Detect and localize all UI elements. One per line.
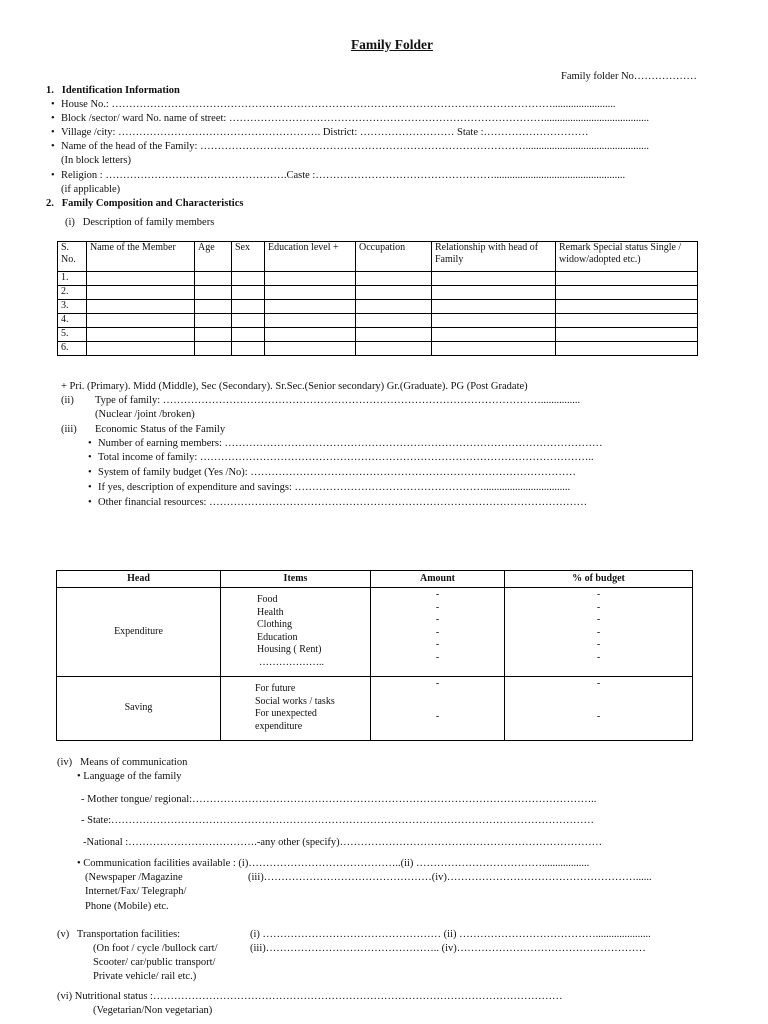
language-of-family-label: • Language of the family bbox=[77, 771, 182, 782]
description-of-members-label: (i) Description of family members bbox=[65, 217, 215, 228]
education-cell[interactable] bbox=[265, 314, 356, 328]
house-no-line: • House No.: ………………………………………………………………………………………………………………........................ bbox=[61, 98, 615, 111]
education-cell[interactable] bbox=[265, 286, 356, 300]
family-members-table bbox=[57, 241, 698, 356]
item-ii-number: (ii) bbox=[61, 395, 74, 406]
head-of-family-line: • Name of the head of the Family: …………………………………………………………………………………............................................... bbox=[61, 140, 649, 153]
amount-dash: - bbox=[435, 678, 440, 689]
list-item: Health bbox=[257, 606, 284, 618]
list-item: For future bbox=[255, 683, 296, 694]
percent-dash: - bbox=[596, 614, 601, 625]
table-row bbox=[58, 300, 698, 314]
section-1-heading: 1. Identification Information bbox=[46, 85, 180, 96]
total-income-line: • Total income of family: ………………………………………………………………………………………………….. bbox=[98, 451, 594, 464]
header-sno: S. No. bbox=[58, 242, 87, 272]
member-name-cell[interactable] bbox=[87, 342, 195, 356]
list-item: expenditure bbox=[255, 720, 303, 732]
budget-header-row bbox=[57, 571, 693, 588]
nutritional-status-note: (Vegetarian/Non vegetarian) bbox=[93, 1005, 213, 1016]
budget-table bbox=[56, 570, 693, 741]
header-percent-budget: % of budget bbox=[505, 571, 693, 588]
transportation-note-2: Scooter/ car/public transport/ bbox=[93, 957, 216, 968]
communication-note-1: (Newspaper /Magazine bbox=[85, 872, 183, 883]
family-folder-number: Family folder No……………… bbox=[561, 71, 697, 82]
mother-tongue-line: - Mother tongue/ regional:…………………………………………………………………………………………………….. bbox=[81, 794, 597, 805]
education-abbreviation-note: + Pri. (Primary). Midd (Middle), Sec (Secondary). Sr.Sec.(Senior secondary) Gr.(Graduate). PG (Post Gradate) bbox=[61, 381, 528, 392]
table-row bbox=[58, 314, 698, 328]
education-cell[interactable] bbox=[265, 300, 356, 314]
percent-dash: - bbox=[596, 626, 601, 638]
relationship-cell[interactable] bbox=[432, 300, 556, 314]
list-item: Clothing bbox=[257, 619, 293, 630]
religion-caste-line: • Religion : …………………………………………….Caste :…………………………………………….................................................. bbox=[61, 169, 625, 182]
financial-resources-line: • Other financial resources: ……………………………………………………………………………………………… bbox=[98, 496, 587, 509]
expenditure-amounts[interactable] bbox=[371, 588, 505, 677]
row-number: 1. bbox=[58, 272, 87, 286]
occupation-cell[interactable] bbox=[356, 342, 432, 356]
saving-row bbox=[57, 677, 693, 741]
transportation-line-2: (iii)………………………………………….. (iv)……………………………………………… bbox=[250, 943, 646, 954]
family-budget-line: • System of family budget (Yes /No): ………………………………………………………………………………… bbox=[98, 466, 576, 479]
occupation-cell[interactable] bbox=[356, 300, 432, 314]
amount-dash: - bbox=[435, 614, 440, 625]
member-name-cell[interactable] bbox=[87, 300, 195, 314]
list-item: Education bbox=[257, 631, 298, 643]
occupation-cell[interactable] bbox=[356, 272, 432, 286]
list-item: Housing ( Rent) bbox=[257, 644, 322, 655]
amount-dash: - bbox=[435, 589, 440, 600]
list-item: ……………….. bbox=[259, 656, 324, 668]
communication-facilities-line-2: (iii)…………………………………………(iv)………………………………………………...... bbox=[248, 872, 652, 883]
section-2-heading: 2. Family Composition and Characteristics bbox=[46, 198, 244, 209]
communication-facilities-line: • Communication facilities available : (i)……………………………………..(ii) ……………………………….................. bbox=[77, 858, 590, 869]
table-header-row bbox=[58, 242, 698, 272]
type-of-family-line: Type of family: ………………………………………………………………………………………………............... bbox=[95, 395, 581, 406]
block-street-line: • Block /sector/ ward No. name of street: ………………………………………………………………………………........................................ bbox=[61, 112, 649, 125]
header-items: Items bbox=[221, 571, 371, 588]
expenditure-items bbox=[221, 588, 371, 677]
header-head: Head bbox=[57, 571, 221, 588]
header-amount: Amount bbox=[371, 571, 505, 588]
relationship-cell[interactable] bbox=[432, 328, 556, 342]
header-relationship: Relationship with head of Family bbox=[432, 242, 556, 272]
occupation-cell[interactable] bbox=[356, 328, 432, 342]
list-item: Food bbox=[257, 594, 278, 605]
education-cell[interactable] bbox=[265, 342, 356, 356]
age-cell[interactable] bbox=[195, 300, 232, 314]
table-row bbox=[58, 328, 698, 342]
transportation-note-3: Private vehicle/ rail etc.) bbox=[93, 971, 197, 982]
remark-cell[interactable] bbox=[556, 300, 698, 314]
percent-dash: - bbox=[596, 678, 601, 689]
age-cell[interactable] bbox=[195, 342, 232, 356]
member-name-cell[interactable] bbox=[87, 272, 195, 286]
village-district-line: • Village /city: …………………………………………………. District: ……………………… State :………………………… bbox=[61, 126, 589, 139]
expenditure-head: Expenditure bbox=[57, 588, 221, 677]
page-title: Family Folder bbox=[350, 37, 434, 52]
nutritional-status-line: (vi) Nutritional status :……………………………………………………………………………………………………… bbox=[57, 991, 563, 1002]
remark-cell[interactable] bbox=[556, 328, 698, 342]
transportation-label: (v) Transportation facilities: bbox=[57, 929, 181, 940]
remark-cell[interactable] bbox=[556, 286, 698, 300]
sex-cell[interactable] bbox=[232, 272, 265, 286]
amount-dash: - bbox=[435, 639, 440, 650]
item-iii-number: (iii) bbox=[61, 424, 77, 435]
expenditure-description-line: • If yes, description of expenditure and savings: ………………………………………………................................. bbox=[98, 481, 570, 494]
percent-dash: - bbox=[596, 651, 601, 663]
communication-note-3: Phone (Mobile) etc. bbox=[85, 901, 169, 912]
age-cell[interactable] bbox=[195, 314, 232, 328]
education-cell[interactable] bbox=[265, 328, 356, 342]
row-number: 6. bbox=[58, 342, 87, 356]
table-row bbox=[58, 272, 698, 286]
state-language-line: - State:………………………………………………………………………………………………………………………… bbox=[81, 815, 595, 826]
percent-dash: - bbox=[596, 601, 601, 613]
education-cell[interactable] bbox=[265, 272, 356, 286]
header-education: Education level + bbox=[265, 242, 356, 272]
age-cell[interactable] bbox=[195, 328, 232, 342]
relationship-cell[interactable] bbox=[432, 272, 556, 286]
remark-cell[interactable] bbox=[556, 342, 698, 356]
list-item: For unexpected bbox=[255, 708, 317, 719]
row-number: 4. bbox=[58, 314, 87, 328]
type-of-family-note: (Nuclear /joint /broken) bbox=[95, 409, 195, 420]
relationship-cell[interactable] bbox=[432, 342, 556, 356]
row-number: 2. bbox=[58, 286, 87, 300]
relationship-cell[interactable] bbox=[432, 286, 556, 300]
header-occupation: Occupation bbox=[356, 242, 432, 272]
amount-dash: - bbox=[435, 651, 440, 663]
row-number: 5. bbox=[58, 328, 87, 342]
sex-cell[interactable] bbox=[232, 328, 265, 342]
remark-cell[interactable] bbox=[556, 314, 698, 328]
block-letters-note: (In block letters) bbox=[61, 155, 131, 166]
member-name-cell[interactable] bbox=[87, 286, 195, 300]
row-number: 3. bbox=[58, 300, 87, 314]
means-of-communication-label: (iv) Means of communication bbox=[57, 757, 188, 768]
age-cell[interactable] bbox=[195, 272, 232, 286]
list-item: Social works / tasks bbox=[255, 695, 335, 707]
table-row bbox=[58, 286, 698, 300]
saving-percentages[interactable] bbox=[505, 677, 693, 741]
relationship-cell[interactable] bbox=[432, 314, 556, 328]
transportation-note-1: (On foot / cycle /bullock cart/ bbox=[93, 943, 218, 954]
age-cell[interactable] bbox=[195, 286, 232, 300]
saving-head: Saving bbox=[57, 677, 221, 741]
if-applicable-note: (if applicable) bbox=[61, 184, 121, 195]
sex-cell[interactable] bbox=[232, 300, 265, 314]
header-sex: Sex bbox=[232, 242, 265, 272]
national-language-line: -National :……………………………….-any other (specify)………………………………………………………………… bbox=[83, 837, 603, 848]
sex-cell[interactable] bbox=[232, 286, 265, 300]
header-age: Age bbox=[195, 242, 232, 272]
percent-dash: - bbox=[596, 710, 601, 722]
amount-dash: - bbox=[435, 626, 440, 638]
occupation-cell[interactable] bbox=[356, 314, 432, 328]
occupation-cell[interactable] bbox=[356, 286, 432, 300]
member-name-cell[interactable] bbox=[87, 314, 195, 328]
table-row bbox=[58, 342, 698, 356]
member-name-cell[interactable] bbox=[87, 328, 195, 342]
sex-cell[interactable] bbox=[232, 342, 265, 356]
communication-note-2: Internet/Fax/ Telegraph/ bbox=[85, 886, 187, 897]
earning-members-line: • Number of earning members: ……………………………………………………………………………………………… bbox=[98, 437, 603, 450]
expenditure-percentages[interactable] bbox=[505, 588, 693, 677]
saving-items bbox=[221, 677, 371, 741]
expenditure-row bbox=[57, 588, 693, 677]
economic-status-label: Economic Status of the Family bbox=[95, 424, 226, 435]
header-name: Name of the Member bbox=[87, 242, 195, 272]
saving-amounts[interactable] bbox=[371, 677, 505, 741]
header-remark: Remark Special status Single / widow/adopted etc.) bbox=[556, 242, 698, 272]
amount-dash: - bbox=[435, 710, 440, 722]
remark-cell[interactable] bbox=[556, 272, 698, 286]
amount-dash: - bbox=[435, 601, 440, 613]
sex-cell[interactable] bbox=[232, 314, 265, 328]
percent-dash: - bbox=[596, 639, 601, 650]
percent-dash: - bbox=[596, 589, 601, 600]
transportation-line-1: (i) …………………………………………… (ii) …………………………………..................... bbox=[250, 929, 651, 940]
